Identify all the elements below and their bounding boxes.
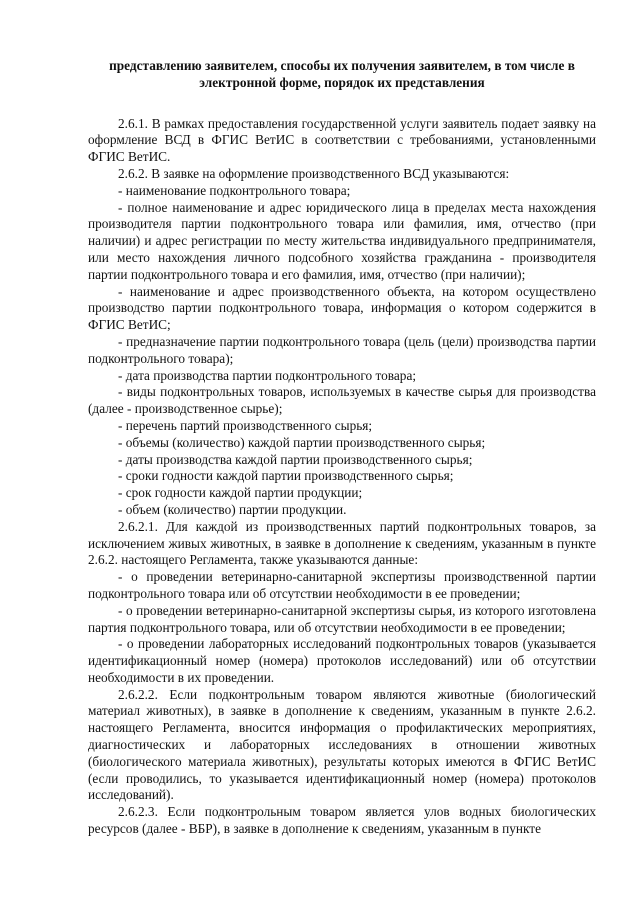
- list-item: - срок годности каждой партии продукции;: [118, 485, 363, 501]
- paragraph: 2.6.2.1. Для каждой из производственных партий подконтрольных товаров, за исключением живых животных, в заявке в дополнение к сведениям, указанным в пункте 2.6.2. настоящего Регламента, также указываются данные:: [88, 518, 596, 568]
- list-item: - о проведении ветеринарно-санитарной экспертизы сырья, из которого изготовлена партия подконтрольного товара, или об отсутствии необходимости в ее проведении;: [88, 602, 596, 635]
- heading-line: представлению заявителем, способы их получения заявителем, в том числе в: [109, 58, 575, 73]
- document-page: [88, 58, 596, 838]
- list-item: - перечень партий производственного сырья;: [118, 417, 373, 433]
- paragraph: 2.6.2. В заявке на оформление производственного ВСД указываются:: [118, 165, 510, 181]
- list-item: - предназначение партии подконтрольного товара (цель (цели) производства партии подконтрольного товара);: [88, 333, 596, 366]
- list-item: - о проведении ветеринарно-санитарной экспертизы производственной партии подконтрольного товара или об отсутствии необходимости в ее проведении;: [88, 569, 596, 601]
- list-item: - дата производства партии подконтрольного товара;: [118, 367, 417, 383]
- document-body: [88, 116, 596, 838]
- list-item: - полное наименование и адрес юридического лица в пределах места нахождения производителя партии подконтрольного товара или фамилия, имя, отчество (при наличии) и адрес регистрации по месту жительства индивидуального предпринимателя, или место нахождения личного подсобного хозяйства гражданина - производителя партии подконтрольного товара и его фамилия, имя, отчество (при наличии);: [88, 199, 596, 282]
- section-heading: [88, 58, 596, 92]
- list-item: - о проведении лабораторных исследований подконтрольных товаров (указывается идентификационный номер (номера) протоколов исследований) или об отсутствии необходимости в их проведении.: [88, 636, 596, 685]
- heading-line: электронной форме, порядок их представления: [199, 74, 485, 90]
- paragraph: 2.6.2.2. Если подконтрольным товаром являются животные (биологический материал животных), в заявке в дополнение к сведениям, указанным в пункте 2.6.2. настоящего Регламента, вносится информация о профилактических мероприятиях, диагностических и лабораторных исследованиях в отношении животных (биологического материала животных), результаты которых имеются в ФГИС ВетИС (если проводились, то указывается идентификационный номер (номера) протоколов исследований).: [88, 686, 596, 803]
- list-item: - наименование и адрес производственного объекта, на котором осуществлено производство партии подконтрольного товара, информация о котором содержится в ФГИС ВетИС;: [88, 283, 596, 333]
- list-item: - виды подконтрольных товаров, используемых в качестве сырья для производства (далее - производственное сырье);: [88, 384, 596, 417]
- list-item: - объем (количество) партии продукции.: [118, 501, 347, 517]
- list-item: - даты производства каждой партии производственного сырья;: [118, 451, 473, 467]
- paragraph: 2.6.2.3. Если подконтрольным товаром является улов водных биологических ресурсов (далее - ВБР), в заявке в дополнение к сведениям, указанным в пункте: [88, 804, 596, 837]
- list-item: - объемы (количество) каждой партии производственного сырья;: [118, 434, 486, 450]
- list-item: - наименование подконтрольного товара;: [118, 182, 351, 198]
- paragraph: 2.6.1. В рамках предоставления государственной услуги заявитель подает заявку на оформление ВСД в ФГИС ВетИС в соответствии с требованиями, установленными ФГИС ВетИС.: [88, 115, 596, 165]
- list-item: - сроки годности каждой партии производственного сырья;: [118, 468, 454, 484]
